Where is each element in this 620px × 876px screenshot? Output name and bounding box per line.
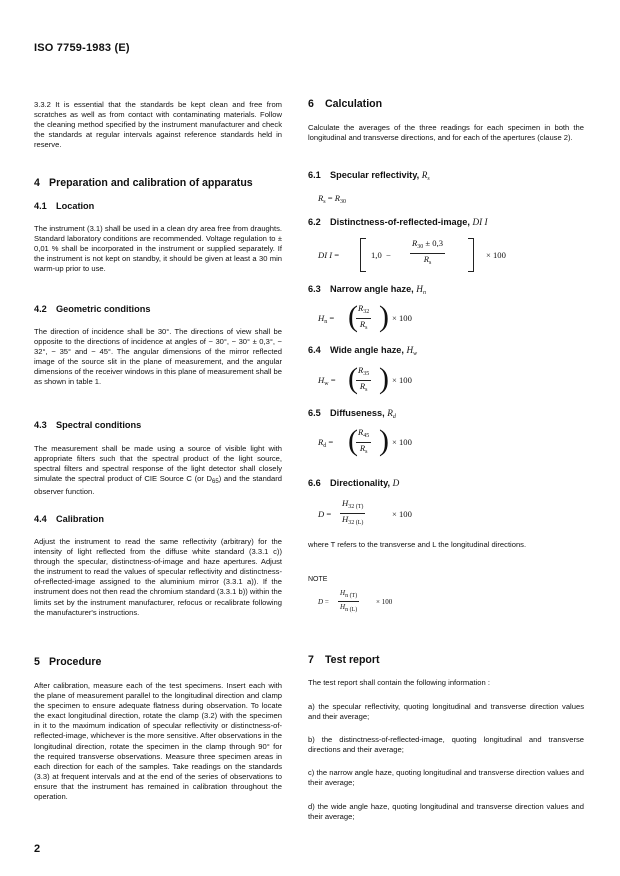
section-4-3-heading: 4.3 Spectral conditions <box>34 420 142 430</box>
section-4-heading: 4 Preparation and calibration of apparatus <box>34 177 253 189</box>
clause-3-3-2-text: 3.3.2 It is essential that the standards be kept clean and free from scratches as well as from contact with contaminating materials. Follow the cleaning method specified by the instrument manufacturer and check the standards at regular intervals against reference standards held in reserve. <box>34 100 282 150</box>
section-4-4-heading: 4.4 Calibration <box>34 514 104 524</box>
section-6-heading: 6 Calculation <box>308 98 383 110</box>
page-number: 2 <box>34 843 41 855</box>
section-6-3-heading: 6.3 Narrow angle haze, $H_n$ <box>308 284 426 296</box>
equation-distinctness-of-image: DI I = 1,0 − $\frac{R_{30} \pm 0,3}{R_s}$ × 100 <box>318 238 588 274</box>
equation-diffuseness: $R_d$ = ( $\frac{R_{45}}{R_s}$ ) × 100 <box>318 424 412 457</box>
section-4-2-body: The direction of incidence shall be 30°. The directions of view shall be opposite to the directions of incidence at angles of − 30°, − 30° ± 0,3°, − 32°, − 35° and − 45°. The angular dimensions of the mirror reflected image of the source slit in the plane of measurement, and the angular dimensions of the receiver windows in this plane of measurement shall be as shown in table 1. <box>34 327 282 387</box>
test-report-list <box>308 702 584 822</box>
section-5-body: After calibration, measure each of the test specimens. Insert each with the plane of measurement parallel to the longitudinal direction and clamp the specimen to ensure adequate flatness during observation. To locate the exact longitudinal direction, rotate the clamp (3.2) with the specimen in it to the maximum indication of specular reflectivity or distinctness-of-reflected-image, whichever is the more sensitive. After observations in the longitudinal direction, rotate the specimen in the clamp through 90° for the required transverse observations. Measure three specimen areas in each direction for each of the samples. Take readings on the standards (3.3) at frequent intervals and at the end of the series of observations to ensure that the instrument has remained in calibration throughout the operation. <box>34 681 282 802</box>
section-6-2-heading: 6.2 Distinctness-of-reflected-image, DI I <box>308 217 488 227</box>
list-item: d) the wide angle haze, quoting longitudinal and transverse direction values and their average; <box>308 801 584 821</box>
section-4-3-body: The measurement shall be made using a source of visible light with appropriate filters such that the spectral product of the light source, spectral filters and spectral response of the light detector shall closely simulate the spectral product of CIE Source C (or $D_{65}$) and the standard observer function. <box>34 444 282 497</box>
section-6-4-heading: 6.4 Wide angle haze, $H_w$ <box>308 345 418 357</box>
section-6-5-heading: 6.5 Diffuseness, $R_d$ <box>308 408 396 420</box>
equation-wide-angle-haze: $H_w$ = ( $\frac{R_{35}}{R_s}$ ) × 100 <box>318 362 412 395</box>
clause-3-3-2 <box>34 100 282 150</box>
equation-directionality: D = $\frac{H_{32 (T)}}{H_{32 (L)}}$ × 100 <box>318 498 412 526</box>
list-item: a) the specular reflectivity, quoting longitudinal and transverse direction values and their average; <box>308 702 584 722</box>
section-4-1-heading: 4.1 Location <box>34 201 95 211</box>
section-4-1-body: The instrument (3.1) shall be used in a clean dry area free from draughts. Standard laboratory conditions are recommended. Voltage regulation to ± 0,01 % shall be incorporated in the instrument or supplied separately. If the instrument is not kept on standby, it should be given at least a 30 min warm-up prior to use. <box>34 224 282 274</box>
directionality-where-text: where T refers to the transverse and L the longitudinal directions. <box>308 540 527 549</box>
note-label: NOTE <box>308 576 328 583</box>
equation-specular-reflectivity: $R_s = R_{30}$ <box>318 193 347 205</box>
section-4-2-heading: 4.2 Geometric conditions <box>34 304 151 314</box>
list-item: c) the narrow angle haze, quoting longitudinal and transverse direction values and their average; <box>308 768 584 788</box>
note-equation: D = $\frac{H_{n (T)}}{H_{n (L)}}$ × 100 <box>318 589 393 613</box>
section-6-1-heading: 6.1 Specular reflectivity, $R_s$ <box>308 170 430 182</box>
section-5-heading: 5 Procedure <box>34 656 102 668</box>
section-4-4-body: Adjust the instrument to read the same reflectivity (arbitrary) for the intensity of light reflected from the diffuse white standard (3.3.1 c)) through the specular, distinctness-of-image and haze apertures. Adjust the instrument to read the values of specular reflectivity and distinctness-of-reflected-image assigned to the aluminium mirror (3.3.1 a)). If the instrument does not then read the chromium standard (3.3.1 b)) within the limits set by the instrument manufacturer, refocus or recalibrate following the manufacturer's instructions. <box>34 537 282 617</box>
document-header: ISO 7759-1983 (E) <box>34 42 130 54</box>
equation-narrow-angle-haze: $H_n$ = ( $\frac{R_{32}}{R_s}$ ) × 100 <box>318 300 412 333</box>
section-6-6-heading: 6.6 Directionality, D <box>308 478 400 488</box>
list-item: b) the distinctness-of-reflected-image, quoting longitudinal and transverse directions and their average; <box>308 735 584 755</box>
section-7-heading: 7 Test report <box>308 654 380 666</box>
section-6-body: Calculate the averages of the three readings for each specimen in both the longitudinal and transverse directions, and for each of the apertures (clause 2). <box>308 123 584 143</box>
test-report-intro: The test report shall contain the following information : <box>308 678 490 687</box>
